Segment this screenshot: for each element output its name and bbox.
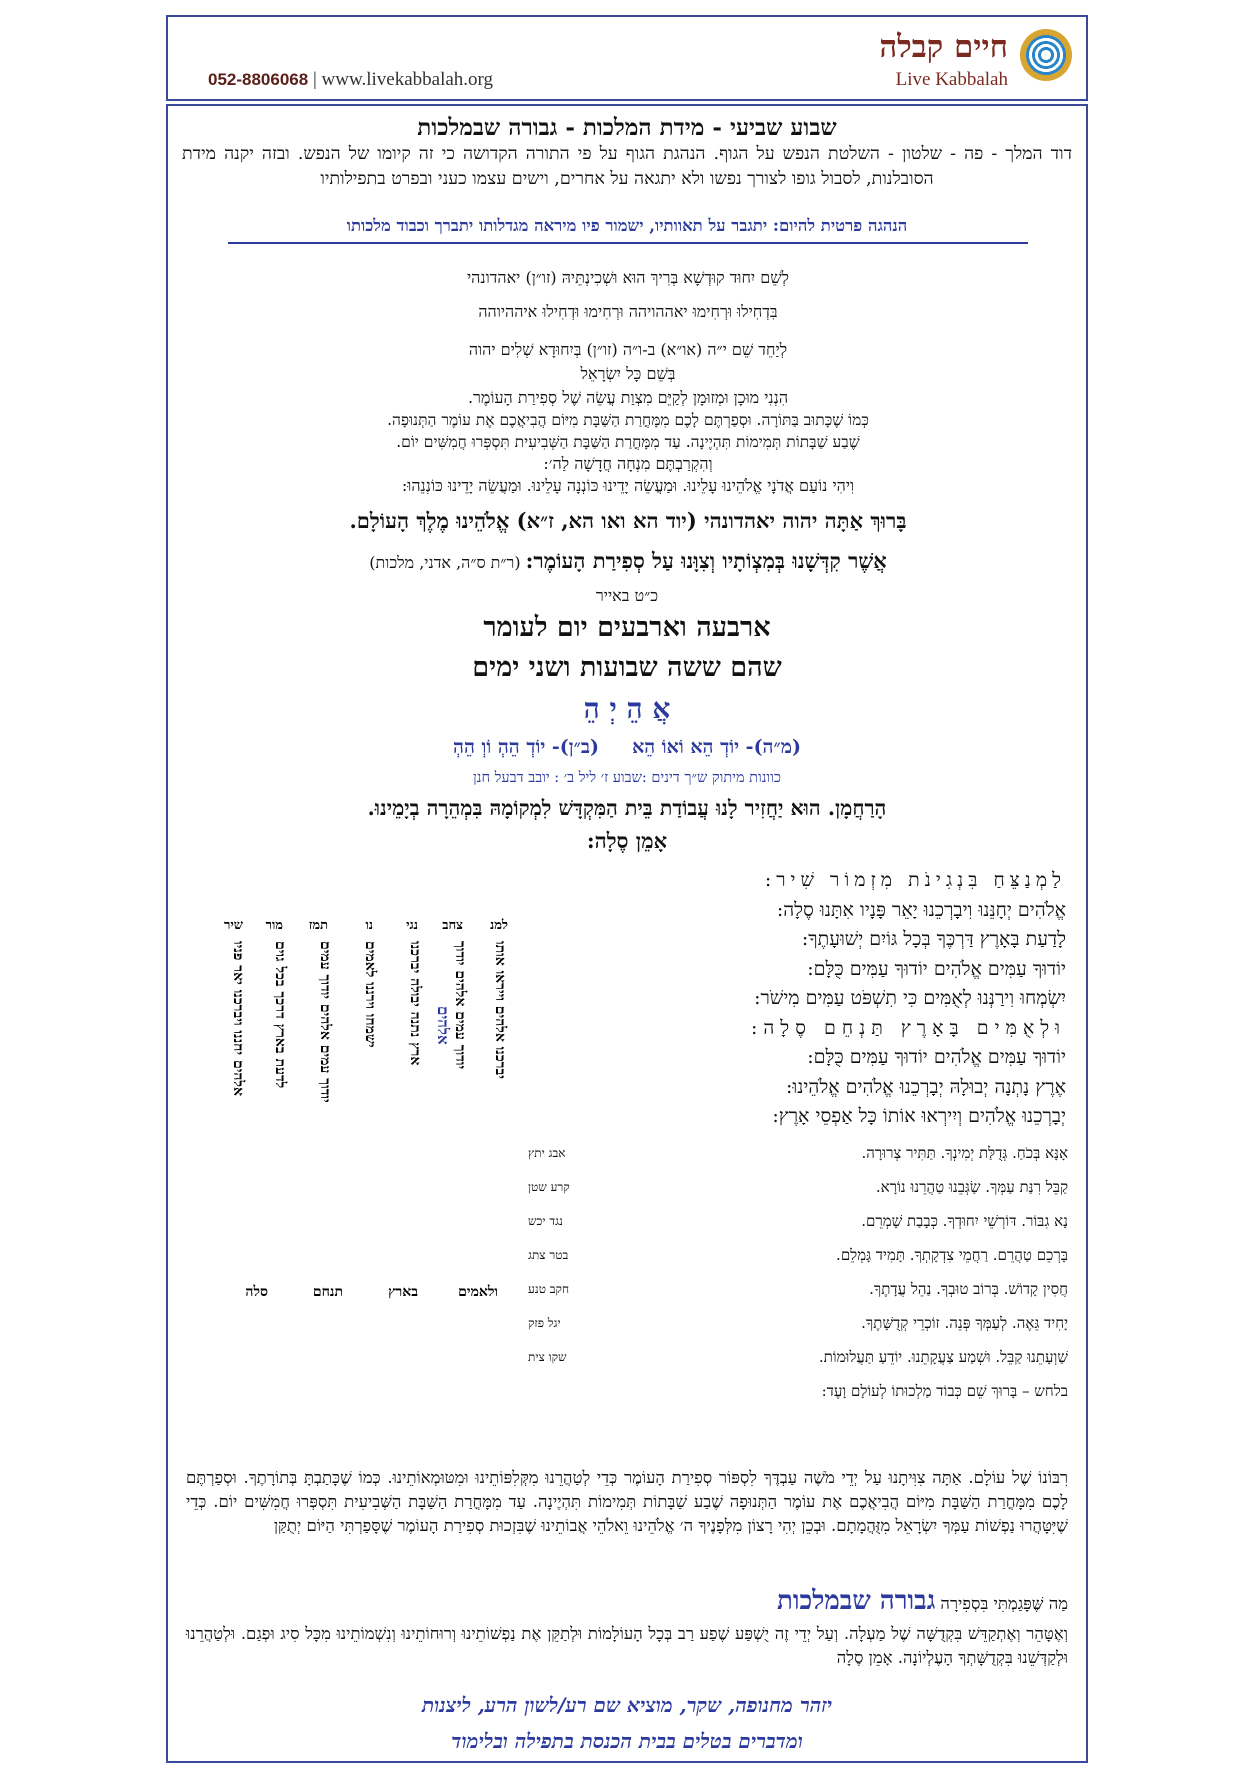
menorah-branch: ארץ נתנה יבולה יברכנו (407, 941, 423, 1066)
ana-text: בָּרְכֵם טַהֲרֵם. רַחֲמֵי צִדְקָתְךָ. תָּמִיד גָּמְלֵם. (836, 1246, 1068, 1264)
ana-text: שַׁוְעָתֵנוּ קַבֵּל. וּשְׁמַע צַעֲקָתֵנוּ. יוֹדֵעַ תַּעֲלוּמוֹת. (818, 1348, 1068, 1366)
ana-initials: חקב טנע (528, 1282, 570, 1296)
psalm-block (518, 866, 1066, 1132)
separator: | (312, 69, 322, 90)
menorah-center-name: אלהים (434, 1006, 452, 1045)
leshem-line-5: הִנְנִי מוּכָן וּמְזוּמָן לְקַיֵּם מִצְוַת עֲשֵׂה שֶׁל סְפִירַת הָעוֹמֶר. (467, 388, 789, 407)
psalm-line: אֶרֶץ נָתְנָה יְבוּלָהּ יְבָרְכֵנוּ אֱלֹהִים אֱלֹהֵינוּ: (785, 1075, 1066, 1098)
menorah-svg (208, 911, 518, 1301)
logo-hebrew: חיים קבלה (879, 29, 1008, 65)
sefira-name: גבורה שבמלכות (777, 1586, 936, 1616)
ana-text: אָנָּא בְּכֹחַ. גְּדֻלַּת יְמִינְךָ. תַּתִּיר צְרוּרָה. (861, 1144, 1068, 1162)
logo-english: Live Kabbalah (895, 69, 1008, 90)
ana-text: קַבֵּל רִנַּת עַמְּךָ. שַׂגְּבֵנוּ טַהֲרֵנוּ נוֹרָא. (875, 1178, 1068, 1196)
leshem-line-4: בְּשֵׁם כָּל יִשְׂרָאֵל (580, 364, 676, 383)
leshem-line-1: לְשֵׁם יִחוּד קוּדְשָׁא בְּרִיךְ הוּא וּשְׁכִינְתֵּיהּ (זו״ן) יאהדונהי (466, 268, 790, 287)
phone-number: 052-8806068 (208, 70, 309, 89)
bracha-line-2 (188, 548, 1068, 574)
menorah-base: בארץ (388, 1284, 418, 1300)
bracha-note: (ר״ת ס״ה, אדני, מלכות) (369, 553, 521, 572)
harachaman-line: הָרַחֲמָן. הוּא יַחֲזִיר לָנוּ עֲבוֹדַת בֵּית הַמִּקְדָּשׁ לִמְקוֹמָהּ בִּמְהֵרָה בְיָמֵינוּ. (367, 796, 887, 820)
name-expansions: (מ״ה)- יוֹדְ הֵא וֹאוֹ הֵא (ב״ן)- יוֹדְ הֵהְ וֹוְ הֵהְ (453, 736, 801, 758)
website-link[interactable]: www.livekabbalah.org (321, 69, 494, 90)
ana-initials: שקו צית (528, 1350, 567, 1364)
menorah-head: שיר (224, 918, 243, 933)
intro-paragraph: דוד המלך - פה - שלטון - השלטת הנפש על הגוף. הנהגת הגוף על פי התורה הקדושה כי זה קיומו של הנפש. ובזה יקנה מידת הסובלנות, לסבול גופו לצורך נפשו ולא יתגאה על אחרים, וישים עצמו כעני ובפרט בתפילותיו (182, 144, 1072, 189)
closing-prayer: רִבּוֹנוֹ שֶׁל עוֹלָם. אַתָּה צִוִּיתָנוּ עַל יְדֵי מֹשֶׁה עַבְדֶּךָ לִסְפּוֹר סְפִירַת הָעוֹמֶר כְּדֵי לְטַהֲרֵנוּ מִקְּלִפּוֹתֵינוּ וּמִטּוּמְאוֹתֵינוּ. כְּמוֹ שֶׁכָּתַבְתָּ בְּתוֹרָתֶךָ. וּסְפַרְתֶּם לָכֶם מִמָּחֳרַת הַשַּׁבָּת מִיּוֹם הֲבִיאֲכֶם אֶת עוֹמֶר הַתְּנוּפָה שֶׁבַע שַׁבָּתוֹת תְּמִימוֹת תִּהְיֶינָה. עַד מִמָּחֳרַת הַשַּׁבָּת הַשְּׁבִיעִית תִּסְפְּרוּ חֲמִשִּׁים יוֹם. כְּדֵי שֶׁיִּטָּהֲרוּ נַפְשׁוֹת עַמְּךָ יִשְׂרָאֵל מִזֻּהֲמָתָם. וּבְכֵן יְהִי רָצוֹן מִלְּפָנֶיךָ ה׳ אֱלֹהֵינוּ וֵאלֹהֵי אֲבוֹתֵינוּ שֶׁבִּזְכוּת סְפִירַת הָעוֹמֶר שֶׁסָּפַרְתִּי הַיּוֹם יְתֻקַּן (186, 1468, 1068, 1535)
menorah-head: תמז (308, 918, 328, 933)
amen-line: אָמֵן סֶלָה: (586, 828, 668, 853)
psalm-line: וּלְאֻמִּים בָּאָרֶץ תַּנְחֵם סֶלָה: (750, 1016, 1066, 1039)
ana-row (528, 1170, 1068, 1204)
leshem-line-6: כְּמוֹ שֶׁכָּתוּב בַּתּוֹרָה. וּסְפַרְתֶּם לָכֶם מִמָּחֳרַת הַשַּׁבָּת מִיּוֹם הֲבִיאֲכֶם אֶת עוֹמֶר הַתְּנוּפָה. (387, 411, 869, 429)
ana-bekoach (528, 1136, 1068, 1408)
ana-text: חֲסִין קָדוֹשׁ. בְּרוֹב טוּבְךָ. נַהֵל עֲדָתֶךָ. (869, 1280, 1068, 1298)
psalm-line: יוֹדוּךָ עַמִּים אֱלֹהִים יוֹדוּךָ עַמִּים כֻּלָּם: (807, 957, 1066, 980)
leshem-line-3: לְיַחֵד שֵׁם י״ה (או״א) ב-ו״ה (זו״ן) בְּיִחוּדָא שְׁלִים יהוה (468, 340, 788, 359)
omer-weeks: שהם ששה שבועות ושני ימים (472, 652, 782, 683)
divider (228, 242, 1028, 244)
contact-info (208, 69, 493, 91)
menorah-head: מור (265, 918, 283, 933)
menorah-head: צחב (442, 918, 463, 933)
ana-row (528, 1272, 1068, 1306)
footer-line-2: ומדברים בטלים בבית הכנסת בתפילה ובלימוד (451, 1729, 803, 1753)
menorah-head: נו (365, 918, 373, 933)
omer-count: ארבעה וארבעים יום לעומר (483, 612, 771, 643)
ana-initials: אבג יתץ (528, 1146, 566, 1160)
ana-text: יָחִיד גֵּאֶה. לְעַמְּךָ פְּנֵה. זוֹכְרֵי קְדֻשָּׁתֶךָ. (861, 1314, 1068, 1332)
footer-line-1: יזהר מחנופה, שקר, מוציא שם רע/לשון הרע, ליצנות (421, 1693, 833, 1717)
sefira-line (186, 1586, 1068, 1616)
sefira-prefix: מַה שֶּׁפָּגַמְתִּי בִּסְפִירָה (940, 1594, 1068, 1613)
divine-name: אֲ הֵ יְ הֵ (583, 692, 671, 725)
ana-row (528, 1238, 1068, 1272)
menorah-base: תנחם (312, 1284, 343, 1300)
hebrew-date: כ״ט באייר (595, 586, 659, 605)
psalm-line: לָדַעַת בָּאָרֶץ דַּרְכֶּךָ בְּכָל גּוֹיִם יְשׁוּעָתֶךָ: (801, 928, 1066, 950)
leshem-line-9: וִיהִי נוֹעַם אֲדֹנָי אֱלֹהֵינוּ עָלֵינוּ. וּמַעֲשֵׂה יָדֵינוּ כּוֹנְנָה עָלֵינוּ. וּמַעֲשֵׂה יָדֵינוּ כּוֹנְנֵהוּ: (401, 476, 855, 495)
menorah-branch: לדעת בארץ דרכך בכל גוים (272, 941, 288, 1089)
leshem-line-2: בִּדְחִילוּ וּרְחִימוּ יאההויהה וּרְחִימוּ וּדְחִילוּ איההיוהה (478, 302, 778, 321)
psalm-line (518, 1102, 1066, 1132)
menorah-figure (208, 911, 518, 1301)
ana-row (528, 1306, 1068, 1340)
psalm-line: יִשְׂמְחוּ וִירַנְּנוּ לְאֻמִּים כִּי תִשְׁפֹּט עַמִּים מִישֹׁר: (754, 987, 1066, 1009)
bracha-text: אֲשֶׁר קִדְּשָׁנוּ בְּמִצְוֹתָיו וְצִוָּנוּ עַל סְפִירַת הָעוֹמֶר: (525, 548, 887, 573)
daily-practice: הנהגה פרטית להיום: יתגבר על תאוותיו, ישמור פיו מיראה מגדלותו יתברך וכבוד מלכותו (346, 216, 908, 235)
kavanot-line: כוונות מיתוק ש״ך דינים :שבוע ז׳ ליל ב׳ : יובב דבעל חנן (473, 770, 781, 786)
ana-initials: נגד יכש (528, 1214, 563, 1228)
menorah-base: ולאמים (458, 1284, 498, 1300)
closing-prayer-end: וְאֶטָּהֵר וְאֶתְקַדֵּשׁ בִּקְדֻשָּׁה שֶׁל מַעְלָה. וְעַל יְדֵי זֶה יֻשְׁפַּע שֶׁפַע רַב בְּכָל הָעוֹלָמוֹת וּלְתַקֵּן אֶת נַפְשׁוֹתֵינוּ וְרוּחוֹתֵינוּ וְנִשְׁמוֹתֵינוּ מִכָּל סִיג וּפְגַם. וּלְטַהֲרֵנוּ וּלְקַדְּשֵׁנוּ בִּקְדֻשָּׁתְךָ הָעֶלְיוֹנָה. אָמֵן סֶלָה (186, 1624, 1068, 1667)
psalm-line: לַמְנַצֵּחַ בִּנְגִינֹת מִזְמוֹר שִׁיר: (764, 869, 1066, 891)
menorah-branch: ישמחו וירננו לאמים (362, 941, 378, 1048)
page-title: שבוע שביעי - מידת המלכות - גבורה שבמלכות (417, 114, 837, 141)
menorah-branch: יודוך עמים אלהים יודוך עמים (317, 941, 333, 1103)
menorah-head: למנ (489, 918, 508, 933)
menorah-branch: יודוך עמים אלהים יודוך (452, 941, 468, 1070)
ana-text: נָא גִבּוֹר. דּוֹרְשֵׁי יִחוּדְךָ. כְּבָבַת שָׁמְרֵם. (861, 1212, 1068, 1230)
psalm-line: אֱלֹהִים יְחָנֵּנוּ וִיבָרְכֵנוּ יָאֵר פָּנָיו אִתָּנוּ סֶלָה: (776, 898, 1066, 921)
header-box (166, 15, 1088, 101)
menorah-base: סלה (245, 1284, 268, 1300)
menorah-branch: יברכנו אלהים וייראו אותו (492, 941, 508, 1079)
bracha-line-1: בָּרוּךְ אַתָּה יהוה יאהדונהי (יוד הא ואו הא, ז״א) אֱלֹהֵינוּ מֶלֶךְ הָעוֹלָם. (349, 508, 907, 533)
menorah-branch: אלהים יחננו ויברכנו יאר פניו (230, 941, 246, 1096)
baruch-shem: בלחש – בָּרוּךְ שֵׁם כְּבוֹד מַלְכוּתוֹ לְעוֹלָם וָעֶד: (821, 1382, 1068, 1400)
ana-row (528, 1340, 1068, 1374)
leshem-line-7: שֶׁבַע שַׁבָּתוֹת תְּמִימוֹת תִּהְיֶינָה. עַד מִמָּחֳרַת הַשַּׁבָּת הַשְּׁבִיעִית תִּסְפְּרוּ חֲמִשִּׁים יוֹם. (396, 433, 860, 451)
ana-initials: יגל פזק (528, 1316, 561, 1330)
main-box (166, 104, 1088, 1763)
menorah-head: נגי (406, 918, 418, 933)
psalm-last-text: יְבָרְכֵנוּ אֱלֹהִים וְיִירְאוּ אוֹתוֹ כָּל אַפְסֵי אָרֶץ: (772, 1105, 1066, 1127)
psalm-line: יוֹדוּךָ עַמִּים אֱלֹהִים יוֹדוּךָ עַמִּים כֻּלָּם: (807, 1046, 1066, 1068)
ana-row (528, 1136, 1068, 1170)
ana-row (528, 1204, 1068, 1238)
logo-icon (1020, 29, 1072, 81)
ana-initials: קרע שטן (528, 1180, 570, 1194)
leshem-line-8: וְהִקְרַבְתֶּם מִנְחָה חֲדָשָׁה לַה׳: (543, 454, 713, 473)
ana-initials: בטר צתג (528, 1248, 569, 1262)
